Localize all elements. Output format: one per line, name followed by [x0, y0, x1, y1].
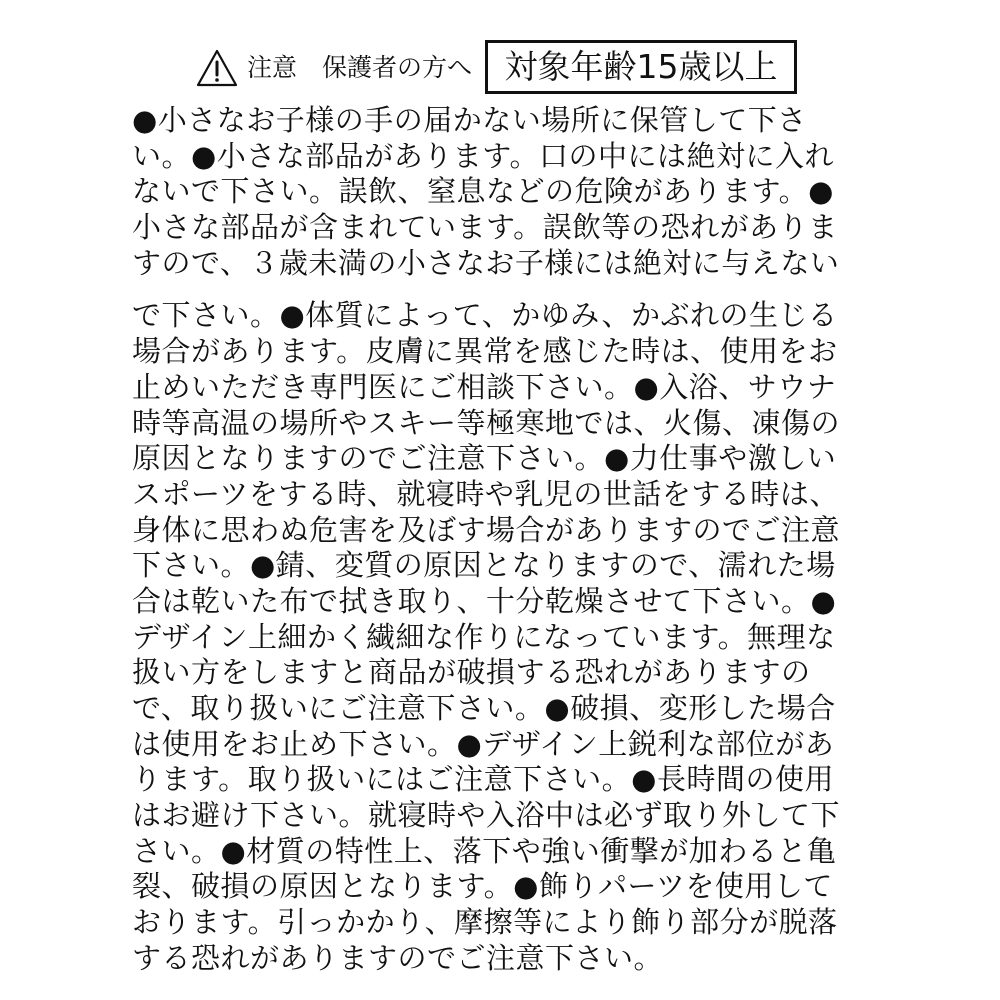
caution-line: い。●小さな部品があります。口の中には絶対に入れ [132, 138, 834, 173]
warning-header [195, 40, 815, 100]
age-rating-box: 対象年齢15歳以上 [485, 40, 797, 94]
caution-line: で、取り扱いにご注意下さい。●破損、変形した場合 [132, 691, 836, 725]
caution-line: はお避け下さい。就寝時や入浴中は必ず取り外して下 [132, 798, 841, 833]
caution-line: おります。引っかかり、摩擦等により飾り部分が脱落 [132, 905, 838, 940]
warning-triangle-icon [195, 48, 239, 88]
caution-line: 下さい。●錆、変質の原因となりますので、濡れた場 [132, 548, 836, 583]
caution-line: する恐れがありますのでご注意下さい。 [132, 940, 664, 975]
caution-line: 小さな部品が含まれています。誤飲等の恐れがありま [132, 210, 838, 245]
caution-label: 注意 保護者の方へ [247, 53, 473, 82]
caution-line: ります。取り扱いにはご注意下さい。●長時間の使用 [132, 762, 834, 797]
caution-line: 身体に思わぬ危害を及ぼす場合がありますのでご注意 [132, 512, 841, 547]
caution-line: 原因となりますのでご注意下さい。●力仕事や激しい [132, 441, 837, 476]
caution-line: ないで下さい。誤飲、窒息などの危険があります。● [132, 174, 834, 209]
caution-line: 裂、破損の原因となります。●飾りパーツを使用して [132, 869, 833, 904]
caution-line: で下さい。●体質によって、かゆみ、かぶれの生じる [132, 298, 838, 333]
caution-line: スポーツをする時、就寝時や乳児の世話をする時は、 [132, 476, 839, 511]
caution-line: 止めいただき専門医にご相談下さい。●入浴、サウナ [132, 369, 837, 404]
caution-line: さい。●材質の特性上、落下や強い衝撃が加わると亀 [132, 833, 837, 868]
caution-line: 合は乾いた布で拭き取り、十分乾燥させて下さい。● [132, 583, 837, 618]
caution-line: 扱い方をしますと商品が破損する恐れがありますの [132, 655, 811, 690]
caution-line: は使用をお止め下さい。●デザイン上鋭利な部位があ [132, 726, 835, 761]
caution-line: 時等高温の場所やスキー等極寒地では、火傷、凍傷の [132, 405, 841, 440]
caution-line: デザイン上細かく繊細な作りになっています。無理な [132, 619, 836, 654]
caution-line: ●小さなお子様の手の届かない場所に保管して下さ [132, 103, 807, 137]
caution-line: 場合があります。皮膚に異常を感じた時は、使用をお [132, 334, 838, 369]
caution-line: すので、３歳未満の小さなお子様には絶対に与えない [132, 245, 840, 280]
caution-body [132, 103, 872, 977]
